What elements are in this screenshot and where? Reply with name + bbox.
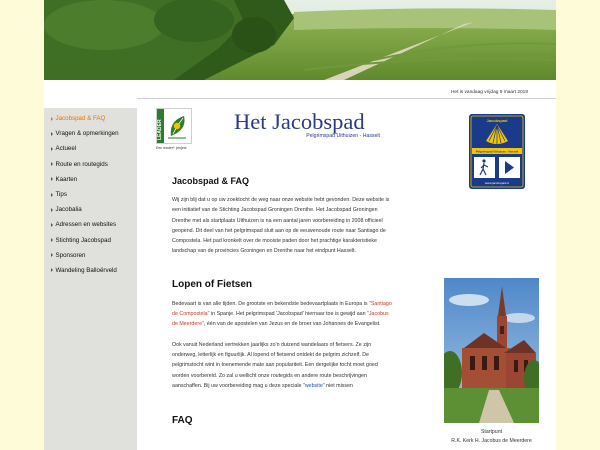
link-jacobus[interactable]: "Jacobus de Meerdere" [172, 311, 389, 328]
nav-item-wandeling[interactable] [44, 263, 137, 278]
arrow-icon [51, 223, 53, 227]
header-divider [137, 98, 556, 99]
jacobspad-badge[interactable] [469, 114, 525, 189]
section-heading-faq: FAQ [172, 415, 193, 427]
site-title: Het Jacobspad [234, 109, 365, 134]
nav-item-label: Jacobspad & FAQ [55, 115, 106, 123]
nav-item-stichting[interactable] [44, 233, 137, 248]
header-banner-image [44, 0, 556, 80]
nav-item-sponsoren[interactable] [44, 248, 137, 263]
leader-side-text: LEADER [157, 119, 163, 140]
current-date: Het is vandaag vrijdag 9 maart 2018 [450, 90, 528, 95]
nav-item-jacobspad-faq[interactable] [44, 111, 137, 126]
arrow-icon [51, 147, 53, 151]
arrow-icon [51, 193, 53, 197]
arrow-icon [51, 162, 53, 166]
nav-item-actueel[interactable] [44, 141, 137, 156]
paragraph-pelgrims [172, 340, 392, 391]
photo-caption-line2: R.K. Kerk H. Jacobus de Meerdere [451, 438, 532, 444]
link-santiago[interactable]: "Santiago de Compostela" [172, 300, 392, 318]
page-title: Jacobspad & FAQ [172, 176, 250, 186]
nav-item-label: Actueel [55, 145, 77, 153]
badge-url: www.jacobspad.nl [484, 181, 510, 185]
nav-item-adressen[interactable] [44, 217, 137, 232]
paragraph-bedevaart [172, 299, 392, 330]
nav-item-label: Wandeling Balloërveld [55, 266, 117, 274]
nav-item-label: Adressen en websites [55, 221, 117, 229]
nav-item-kaarten[interactable] [44, 172, 137, 187]
arrow-icon [51, 268, 53, 272]
paragraph-text: niet missen [324, 382, 353, 389]
nav-item-label: Route en routegids [55, 160, 108, 168]
link-website[interactable]: "website" [302, 382, 325, 389]
leader-logo[interactable] [156, 108, 192, 150]
paragraph-text: Bedevaart is van alle tijden. De grootste en bekendste bedevaartplaats in Europa is [172, 300, 369, 307]
site-subtitle: Pelgrimspad Uithuizen - Hasselt [306, 133, 380, 139]
section-heading-lopen: Lopen of Fietsen [172, 278, 252, 290]
leader-leaf-icon [157, 109, 191, 143]
arrow-icon [51, 117, 53, 121]
nav-item-label: Vragen & opmerkingen [55, 130, 119, 138]
photo-caption-line1: Startpunt [480, 429, 503, 435]
paragraph-text: , één van de apostelen van Jezus en de broer van Johannes de Evangelist. [203, 321, 381, 328]
nav-item-jacobalia[interactable] [44, 202, 137, 217]
site-logo[interactable] [234, 110, 384, 139]
intro-paragraph: Wij zijn blij dat u op uw zoektocht de weg naar onze website hebt gevonden. Deze website is een initiatief van de Stichting Jacobspad Groningen Drenthe. Het Jacobspad Groningen Drenthe met als startplaats Uithuizen is na een aantal jaren voorbereiding in 2008 officieel geopend. Dit deel van het pelgrimspad sluit aan op de eeuwenoude route naar Santiago de Compostela. Het pad kronkelt over de mooiste paden door het prachtige karakteristieke landschap van de provincies Groningen en Drenthe naar het eindpunt Hasselt. [172, 197, 390, 255]
nav-item-label: Sponsoren [55, 251, 86, 259]
badge-top-label: Jacobspad [486, 118, 508, 123]
main-content [172, 170, 392, 435]
sidebar-nav [44, 108, 137, 450]
badge-middle-label: Pelgrimspad Uithuizen - Hasselt [475, 149, 519, 154]
arrow-icon [51, 253, 53, 257]
paragraph-text: Ook vanuit Nederland vertrekken jaarlijks zo'n duizend wandelaars of fietsers. Ze zijn onderweg, letterlijk en figuurlijk. Al lopend of fietsend ontdekt de pelgrim zichzelf. De pelgrimstocht wint in toenemende mate aan populariteit. Een dergelijke tocht moet goed worden voorbereid. Zo zal u wellicht onze routegids en andere route beschrijvingen aanschaffen. Bij uw voorbereiding mag u deze speciale [172, 341, 378, 389]
arrow-icon [51, 238, 53, 242]
arrow-icon [51, 177, 53, 181]
nav-item-label: Kaarten [55, 175, 78, 183]
leader-caption: Een leader+ project [156, 146, 187, 150]
nav-item-label: Stichting Jacobspad [55, 236, 111, 244]
arrow-icon [51, 208, 53, 212]
church-photo [444, 278, 539, 423]
nav-item-vragen[interactable] [44, 126, 137, 141]
nav-item-tips[interactable] [44, 187, 137, 202]
nav-item-label: Jacobalia [55, 206, 82, 214]
nav-item-label: Tips [55, 191, 67, 199]
photo-caption [444, 428, 539, 446]
page [44, 0, 556, 450]
nav-item-route[interactable] [44, 157, 137, 172]
leader-logo-box [156, 108, 192, 144]
arrow-icon [51, 132, 53, 136]
paragraph-text: in Spanje. Het pelgrimspad 'Jacobspad' hiernaar toe is gewijd aan [209, 311, 368, 318]
